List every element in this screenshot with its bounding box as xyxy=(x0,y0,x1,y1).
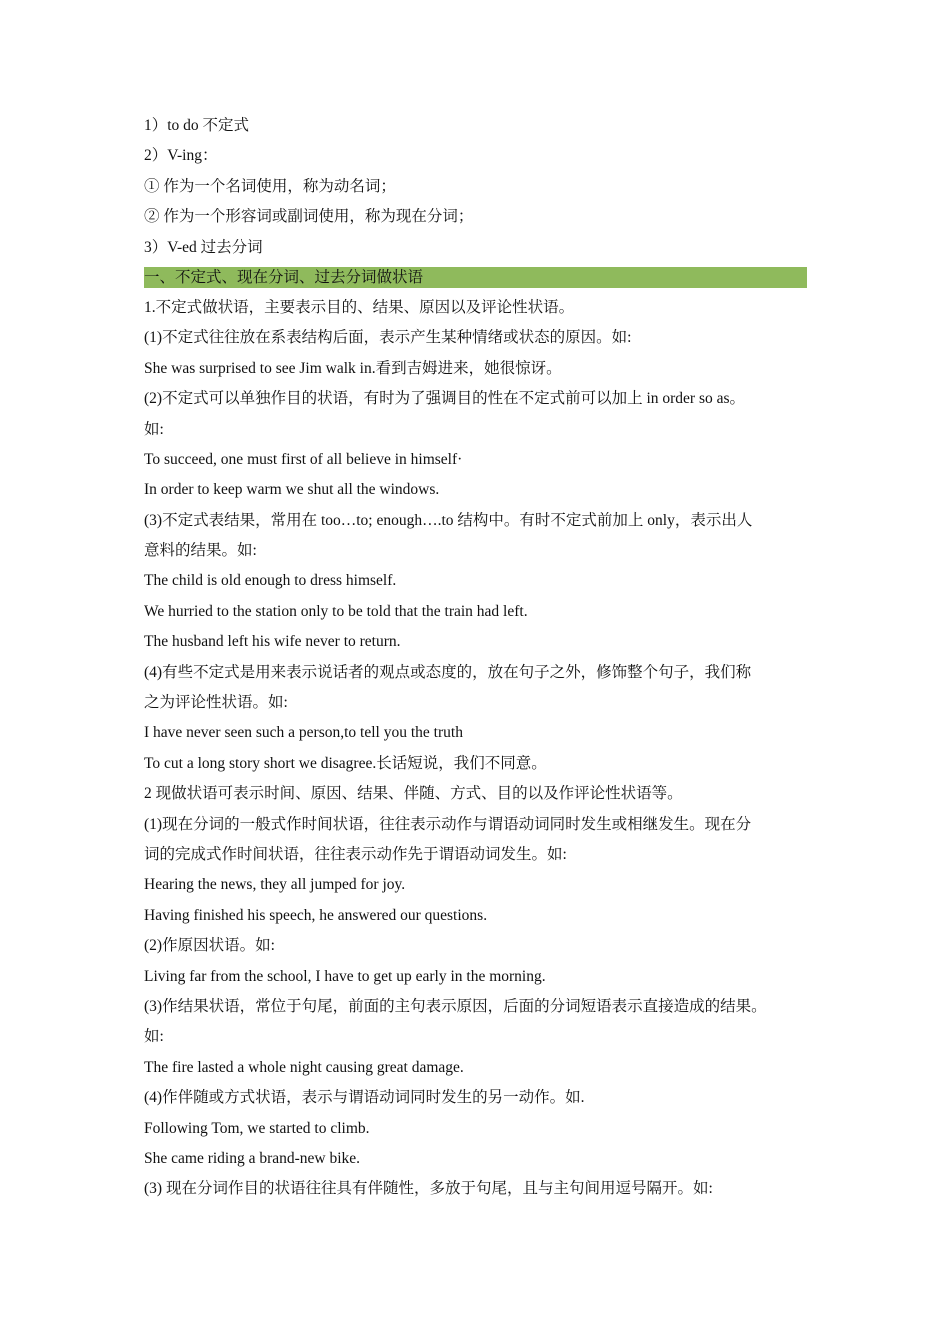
text-line: 意料的结果。如: xyxy=(144,542,257,560)
text-line: 2）V-ing： xyxy=(144,147,218,165)
example-sentence: The child is old enough to dress himself. xyxy=(144,572,397,590)
example-sentence: She came riding a brand-new bike. xyxy=(144,1149,361,1167)
text-line: 如: xyxy=(144,420,164,438)
text-line: 1）to do 不定式 xyxy=(144,117,250,134)
text-line: 2 现做状语可表示时间、原因、结果、伴随、方式、目的以及作评论性状语等。 xyxy=(144,785,683,803)
text-line: (1)不定式往往放在系表结构后面，表示产生某种情绪或状态的原因。如: xyxy=(144,329,632,347)
text-line: (3)不定式表结果，常用在 too…to; enough….to 结构中。有时不定式前加上 only，表示出人 xyxy=(144,511,753,529)
document-body xyxy=(144,111,820,1205)
example-sentence: In order to keep warm we shut all the windows. xyxy=(144,481,440,499)
text-line: (4)作伴随或方式状语，表示与谓语动词同时发生的另一动作。如. xyxy=(144,1089,585,1107)
example-sentence: We hurried to the station only to be told that the train had left. xyxy=(144,602,528,620)
text-line: 1.不定式做状语，主要表示目的、结果、原因以及评论性状语。 xyxy=(144,298,575,316)
example-sentence: I have never seen such a person,to tell you the truth xyxy=(144,724,463,742)
text-line: 词的完成式作时间状语，往往表示动作先于谓语动词发生。如: xyxy=(144,845,567,863)
text-line: (2)不定式可以单独作目的状语，有时为了强调目的性在不定式前可以加上 in order so as。 xyxy=(144,390,746,408)
text-line: ② 作为一个形容词或副词使用，称为现在分词； xyxy=(144,208,474,226)
example-sentence: The husband left his wife never to return. xyxy=(144,633,401,651)
text-line: (2)作原因状语。如: xyxy=(144,937,275,955)
example-sentence: To succeed, one must first of all believe in himself· xyxy=(144,450,463,468)
section-heading-highlighted: 一、不定式、现在分词、过去分词做状语 xyxy=(144,267,807,288)
text-line: (3)作结果状语，常位于句尾，前面的主句表示原因，后面的分词短语表示直接造成的结果。 xyxy=(144,997,767,1015)
example-sentence: Living far from the school, I have to get up early in the morning. xyxy=(144,967,546,985)
text-line: (1)现在分词的一般式作时间状语，往往表示动作与谓语动词同时发生或相继发生。现在分 xyxy=(144,815,752,833)
example-sentence: Having finished his speech, he answered our questions. xyxy=(144,906,488,924)
text-line: 如: xyxy=(144,1028,164,1046)
text-line: (3) 现在分词作目的状语往往具有伴随性，多放于句尾，且与主句间用逗号隔开。如: xyxy=(144,1180,713,1198)
example-sentence: The fire lasted a whole night causing great damage. xyxy=(144,1058,464,1076)
example-sentence: To cut a long story short we disagree.长话短说，我们不同意。 xyxy=(144,754,547,772)
text-line: ① 作为一个名词使用，称为动名词； xyxy=(144,177,396,195)
example-sentence: She was surprised to see Jim walk in.看到吉姆进来，她很惊讶。 xyxy=(144,359,562,377)
text-line: 之为评论性状语。如: xyxy=(144,694,288,712)
example-sentence: Hearing the news, they all jumped for joy. xyxy=(144,876,406,894)
example-sentence: Following Tom, we started to climb. xyxy=(144,1119,370,1137)
text-line: (4)有些不定式是用来表示说话者的观点或态度的，放在句子之外，修饰整个句子，我们称 xyxy=(144,663,752,681)
text-line: 3）V-ed 过去分词 xyxy=(144,238,263,256)
